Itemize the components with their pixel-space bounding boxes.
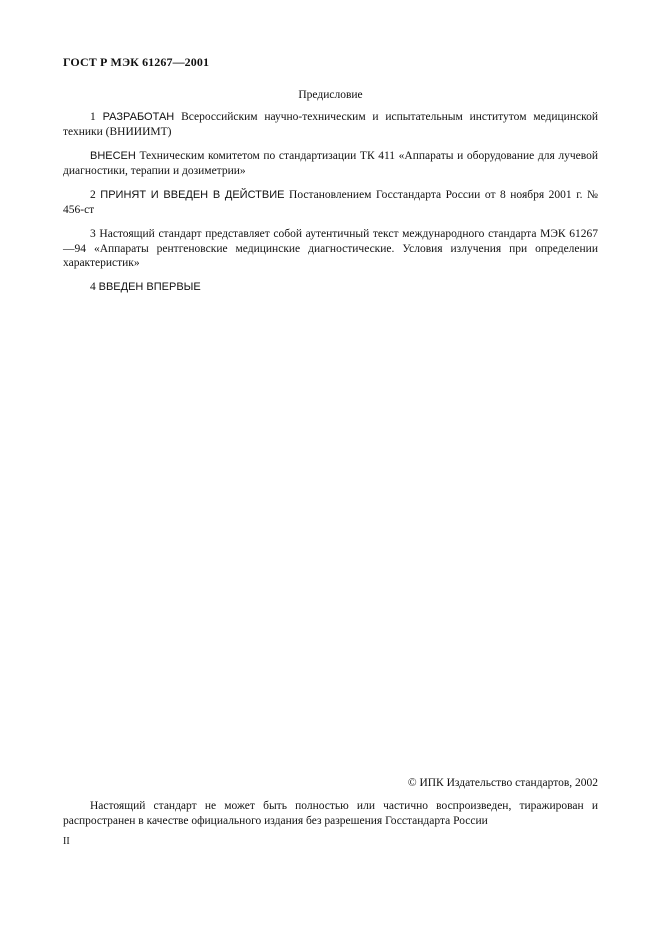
paragraph-label: ВВЕДЕН ВПЕРВЫЕ [98, 281, 201, 293]
paragraph-text: Техническим комитетом по стандартизации ТК 411 «Аппараты и оборудование для лучевой диагностики, терапии и дозиметрии» [63, 150, 598, 177]
paragraph-label: ВНЕСЕН [90, 150, 136, 162]
paragraph-adopted [63, 188, 598, 217]
paragraph-introduced [63, 149, 598, 178]
page-number: II [63, 836, 70, 847]
paragraph-number: 2 [90, 189, 96, 201]
paragraph-number: 4 [90, 281, 96, 293]
section-title: Предисловие [298, 89, 363, 101]
paragraph-text: Постановлением Госстандарта России от 8 ноября 2001 г. № 456-ст [63, 189, 599, 216]
paragraph-developed [63, 110, 598, 139]
copyright-line: © ИПК Издательство стандартов, 2002 [407, 777, 598, 789]
paragraph-number: 3 [90, 228, 96, 240]
paragraph-text: Всероссийским научно-техническим и испытательным институтом медицинской техники (ВНИИИМТ) [63, 111, 598, 138]
paragraph-label: РАЗРАБОТАН [102, 111, 175, 123]
paragraph-authentic-text [63, 227, 598, 271]
reproduction-notice: Настоящий стандарт не может быть полностью или частично воспроизведен, тиражирован и распространен в качестве официального издания без разрешения Госстандарта России [63, 800, 598, 827]
paragraph-label: ПРИНЯТ И ВВЕДЕН В ДЕЙСТВИЕ [100, 189, 285, 201]
document-code: ГОСТ Р МЭК 61267—2001 [63, 55, 210, 69]
paragraph-first-introduced [63, 280, 598, 295]
paragraph-text: Настоящий стандарт представляет собой аутентичный текст международного стандарта МЭК 61267—94 «Аппараты рентгеновские медицинские диагностические. Условия излучения при определении характеристик» [63, 228, 599, 269]
paragraph-number: 1 [90, 111, 96, 123]
